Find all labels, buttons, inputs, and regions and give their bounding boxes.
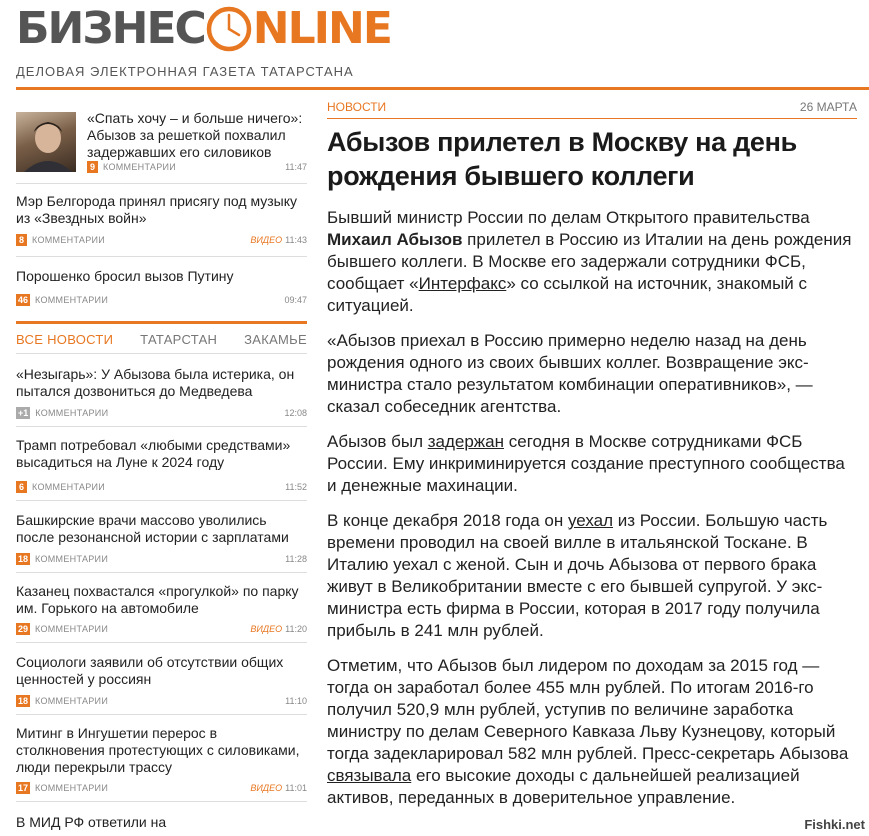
site-logo[interactable] [16, 0, 391, 58]
comment-count-badge[interactable]: 8 [16, 234, 27, 246]
comment-count-badge[interactable]: 29 [18, 624, 29, 634]
news-meta [16, 293, 307, 307]
comment-count-badge[interactable]: 6 [16, 481, 27, 493]
feed-item[interactable] [16, 715, 307, 802]
comments-link[interactable]: КОММЕНТАРИИ [32, 482, 106, 492]
feed-item[interactable] [16, 501, 307, 573]
text-span: Отметим, что Абызов был лидером по доходам за 2015 год — тогда он заработал более 455 млн рублей. По итогам 2016-го получил 520,9 млн рублей, уступив по величине заработка министру по делам Северного Кавказа Льву Кузнецову, который тогда задекларировал 582 млн рублей. Пресс-секретарь Абызова [327, 656, 849, 763]
top-news-item[interactable] [16, 257, 307, 313]
news-time: 11:10 [285, 696, 307, 706]
text-span: его высокие доходы с дальнейшей реализацией активов, переданных в доверительное управление. [327, 766, 800, 807]
news-title[interactable]: Трамп потребовал «любыми средствами» высадиться на Луне к 2024 году [16, 437, 291, 470]
text-span: из России. Большую часть времени проводил на своей вилле в итальянской Тоскане. В Италию уехал с женой. Сын и дочь Абызова от первого брака живут в Великобритании вместе с его бывшей супругой. У экс-министра есть фирма в России, которая в 2017 году получила прибыль в 241 млн рублей. [327, 511, 828, 640]
comments-link[interactable]: КОММЕНТАРИИ [35, 696, 109, 706]
article-paragraph: «Абызов приехал в Россию примерно неделю назад на день рождения одного из своих бывших коллег. Возвращение экс-министра стало результатом комбинации оперативников», — сказал собеседник агентства. [327, 331, 813, 416]
news-title[interactable]: Башкирские врачи массово уволились после резонансной истории с зарплатами [16, 512, 289, 545]
comments-link[interactable]: КОММЕНТАРИИ [35, 408, 109, 418]
article-paragraph [327, 510, 857, 642]
text-span: сегодня в Москве сотрудниками ФСБ России. Ему инкриминируется создание преступного сообщества и денежные махинации. [327, 432, 845, 495]
header-divider [16, 87, 869, 90]
news-time: 11:52 [285, 482, 307, 492]
top-news-item[interactable] [16, 98, 307, 184]
comments-link[interactable]: КОММЕНТАРИИ [32, 235, 106, 245]
comment-count-badge[interactable]: 18 [18, 554, 29, 564]
video-label[interactable]: ВИДЕО [250, 624, 283, 634]
news-time: 09:47 [284, 295, 307, 305]
news-title[interactable]: «Спать хочу – и больше ничего»: Абызов за решеткой похвалил задержавших его силовиков [87, 110, 303, 160]
interfax-link[interactable]: Интерфакс [418, 274, 507, 293]
person-photo-icon [16, 112, 76, 172]
feed-item[interactable] [16, 643, 307, 715]
text-span: » со ссылкой на источник, знакомый с ситуацией. [327, 274, 808, 315]
article-paragraph [327, 431, 857, 497]
left-link[interactable]: уехал [567, 511, 614, 530]
comments-link[interactable]: КОММЕНТАРИИ [35, 295, 109, 305]
news-meta [87, 160, 307, 174]
site-tagline: ДЕЛОВАЯ ЭЛЕКТРОННАЯ ГАЗЕТА ТАТАРСТАНА [16, 64, 354, 79]
news-time: 11:43 [285, 235, 307, 245]
comment-count-badge[interactable]: 9 [87, 161, 98, 173]
rubric-divider [327, 118, 857, 119]
news-time: 11:28 [285, 554, 307, 564]
article-title: Абызов прилетел в Москву на день рождения бывшего коллеги [327, 127, 797, 191]
feed-item[interactable] [16, 573, 307, 643]
video-label[interactable]: ВИДЕО [250, 783, 283, 793]
feed-item[interactable] [16, 354, 307, 427]
article-header-row [327, 100, 857, 114]
news-title[interactable]: «Незыгарь»: У Абызова была истерика, он пытался дозвониться до Медведева [16, 366, 295, 399]
news-tabs [16, 324, 307, 354]
news-title[interactable]: Митинг в Ингушетии перерос в столкновения протестующих с силовиками, люди перекрыли трассу [16, 725, 300, 775]
logo-text-online: NLINE [252, 3, 391, 54]
rubric-link[interactable]: НОВОСТИ [327, 100, 387, 114]
article-paragraph [327, 655, 857, 809]
video-label[interactable]: ВИДЕО [250, 235, 283, 245]
detained-link[interactable]: задержан [427, 432, 505, 451]
comments-link[interactable]: КОММЕНТАРИИ [35, 554, 109, 564]
left-sidebar [16, 98, 307, 831]
text-span: Бывший министр России по делам Открытого правительства [327, 208, 810, 227]
news-time: 12:08 [284, 408, 307, 418]
news-time: 11:47 [285, 162, 307, 172]
article-date: 26 МАРТА [799, 100, 857, 114]
news-meta [16, 233, 307, 247]
news-meta [16, 480, 307, 494]
tab-all-news[interactable]: ВСЕ НОВОСТИ [16, 332, 114, 347]
comment-count-badge[interactable]: 17 [18, 783, 29, 793]
watermark: Fishki.net [804, 817, 865, 832]
comments-link[interactable]: КОММЕНТАРИИ [103, 162, 177, 172]
comment-count-badge[interactable]: 18 [18, 696, 29, 706]
news-title[interactable]: В МИД РФ ответили на [16, 814, 167, 830]
text-span: прилетел в Россию из Италии на день рождения бывшего коллеги. В Москве его задержали сотрудники ФСБ, сообщает « [327, 230, 852, 293]
article-paragraph [327, 207, 857, 317]
news-title[interactable]: Социологи заявили об отсутствии общих ценностей у россиян [16, 654, 284, 687]
comment-count-badge[interactable]: +1 [18, 408, 29, 418]
tab-tatarstan[interactable]: ТАТАРСТАН [140, 332, 218, 347]
news-thumbnail[interactable] [16, 112, 76, 172]
news-meta [16, 406, 307, 420]
feed-item[interactable] [16, 427, 307, 501]
clock-icon [206, 6, 252, 52]
text-span: Абызов был [327, 432, 428, 451]
top-news-item[interactable] [16, 184, 307, 257]
comments-link[interactable]: КОММЕНТАРИИ [35, 783, 109, 793]
news-meta [16, 552, 307, 566]
news-time: 11:01 [285, 783, 307, 793]
news-title[interactable]: Казанец похвастался «прогулкой» по парку им. Горького на автомобиле [16, 583, 299, 616]
logo-text-business: БИЗНЕС [16, 3, 205, 54]
comment-count-badge[interactable]: 46 [18, 295, 29, 305]
linked-link[interactable]: связывала [327, 766, 412, 785]
comments-link[interactable]: КОММЕНТАРИИ [35, 624, 109, 634]
news-title[interactable]: Мэр Белгорода принял присягу под музыку из «Звездных войн» [16, 193, 297, 226]
person-name: Михаил Абызов [327, 230, 463, 249]
news-meta [16, 694, 307, 708]
text-span: В конце декабря 2018 года он [327, 511, 568, 530]
tab-zakamye[interactable]: ЗАКАМЬЕ [244, 332, 307, 347]
news-time: 11:20 [285, 624, 307, 634]
article [327, 100, 857, 822]
news-meta [16, 622, 307, 636]
news-meta [16, 781, 307, 795]
feed-item[interactable] [16, 802, 307, 831]
news-title[interactable]: Порошенко бросил вызов Путину [16, 268, 234, 284]
